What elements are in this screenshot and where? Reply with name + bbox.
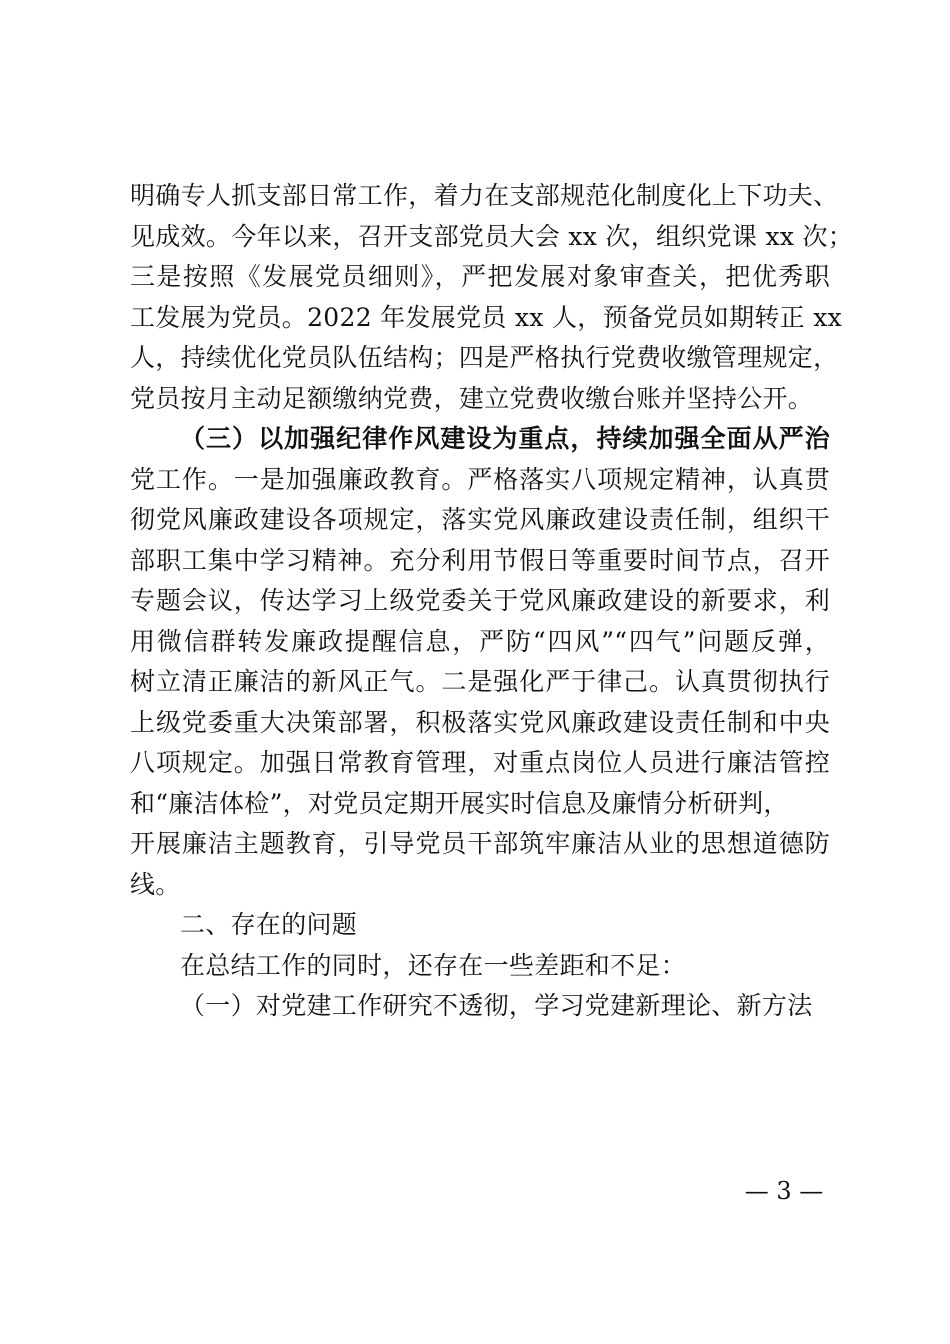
- text-line: 工发展为党员。2022 年发展党员 xx 人，预备党员如期转正 xx: [130, 302, 843, 332]
- text-line: 用微信群转发廉政提醒信息，严防“四风”“四气”问题反弹，: [130, 626, 830, 656]
- paragraph-problems-intro: 在总结工作的同时，还存在一些差距和不足：: [180, 950, 687, 980]
- text-line: 八项规定。加强日常教育管理，对重点岗位人员进行廉洁管控: [130, 748, 830, 777]
- text-line: 上级党委重大决策部署，积极落实党风廉政建设责任制和中央: [130, 707, 830, 737]
- text-line: 人，持续优化党员队伍结构；四是严格执行党费收缴管理规定，: [130, 343, 839, 372]
- text-line: 部职工集中学习精神。充分利用节假日等重要时间节点，召开: [130, 545, 830, 575]
- text-line: 党工作。一是加强廉政教育。严格落实八项规定精神，认真贯: [130, 464, 830, 494]
- text-line: 专题会议，传达学习上级党委关于党风廉政建设的新要求，利: [130, 586, 830, 615]
- text-line: 党员按月主动足额缴纳党费，建立党费收缴台账并坚持公开。: [130, 383, 814, 413]
- text-line: 和“廉洁体检”，对党员定期开展实时信息及廉情分析研判，: [130, 788, 789, 818]
- document-body: [130, 176, 854, 1027]
- paragraph-problem-one: （一）对党建工作研究不透彻，学习党建新理论、新方法: [180, 991, 813, 1020]
- text-line: 三是按照《发展党员细则》，严把发展对象审查关，把优秀职: [130, 262, 830, 291]
- section-heading: 二、存在的问题: [180, 910, 358, 939]
- page-number: — 3 —: [744, 1177, 824, 1205]
- text-line: 线。: [130, 869, 181, 899]
- text-line: 明确专人抓支部日常工作，着力在支部规范化制度化上下功夫、: [130, 181, 839, 210]
- text-line: 开展廉洁主题教育，引导党员干部筑牢廉洁从业的思想道德防: [130, 829, 830, 858]
- text-line: 彻党风廉政建设各项规定，落实党风廉政建设责任制，组织干: [130, 505, 830, 534]
- paragraph-discipline-style: [130, 419, 830, 905]
- paragraph-party-building-continued: [130, 176, 854, 419]
- subsection-heading-line: （三）以加强纪律作风建设为重点，持续加强全面从严治: [180, 424, 830, 453]
- text-line: 见成效。今年以来，召开支部党员大会 xx 次，组织党课 xx 次；: [130, 221, 854, 251]
- text-line: 树立清正廉洁的新风正气。二是强化严于律己。认真贯彻执行: [130, 667, 830, 696]
